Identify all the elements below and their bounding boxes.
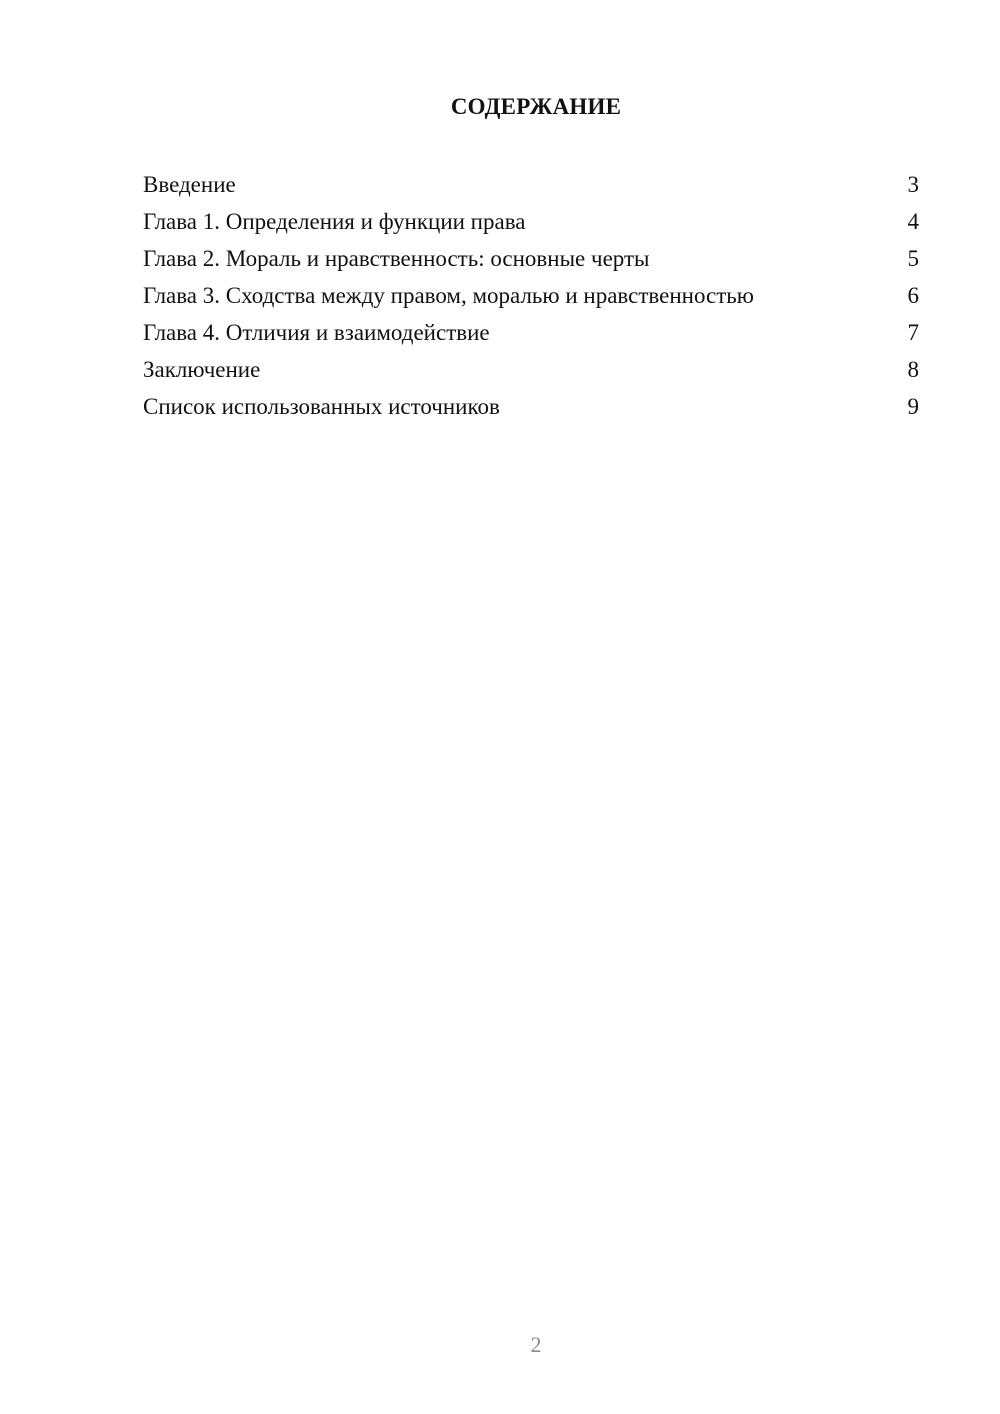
page-title: СОДЕРЖАНИЕ xyxy=(450,94,622,119)
toc-row-introduction xyxy=(143,168,919,205)
toc-page-number: 8 xyxy=(907,357,919,382)
toc-row-chapter-3 xyxy=(143,279,919,316)
toc-row-chapter-1 xyxy=(143,205,919,242)
toc-page-number: 7 xyxy=(907,320,919,345)
toc-title: Список использованных источников xyxy=(143,394,500,419)
toc-page-number: 9 xyxy=(907,394,919,419)
toc-row-conclusion xyxy=(143,353,919,390)
toc-title: Глава 4. Отличия и взаимодействие xyxy=(143,320,490,345)
toc-page-number: 5 xyxy=(907,246,919,271)
toc-title: Заключение xyxy=(143,357,261,382)
page-number: 2 xyxy=(530,1332,542,1357)
toc-page-number: 6 xyxy=(907,283,919,308)
toc-row-references xyxy=(143,390,919,427)
toc-page-number: 3 xyxy=(907,172,919,197)
toc-title: Глава 3. Сходства между правом, моралью и нравственностью xyxy=(143,283,754,308)
toc-row-chapter-2 xyxy=(143,242,919,279)
toc-page-number: 4 xyxy=(907,209,919,234)
toc-title: Глава 2. Мораль и нравственность: основные черты xyxy=(143,246,650,271)
toc-title: Введение xyxy=(143,172,236,197)
toc-row-chapter-4 xyxy=(143,316,919,353)
toc-title: Глава 1. Определения и функции права xyxy=(143,209,526,234)
table-of-contents xyxy=(143,168,919,427)
